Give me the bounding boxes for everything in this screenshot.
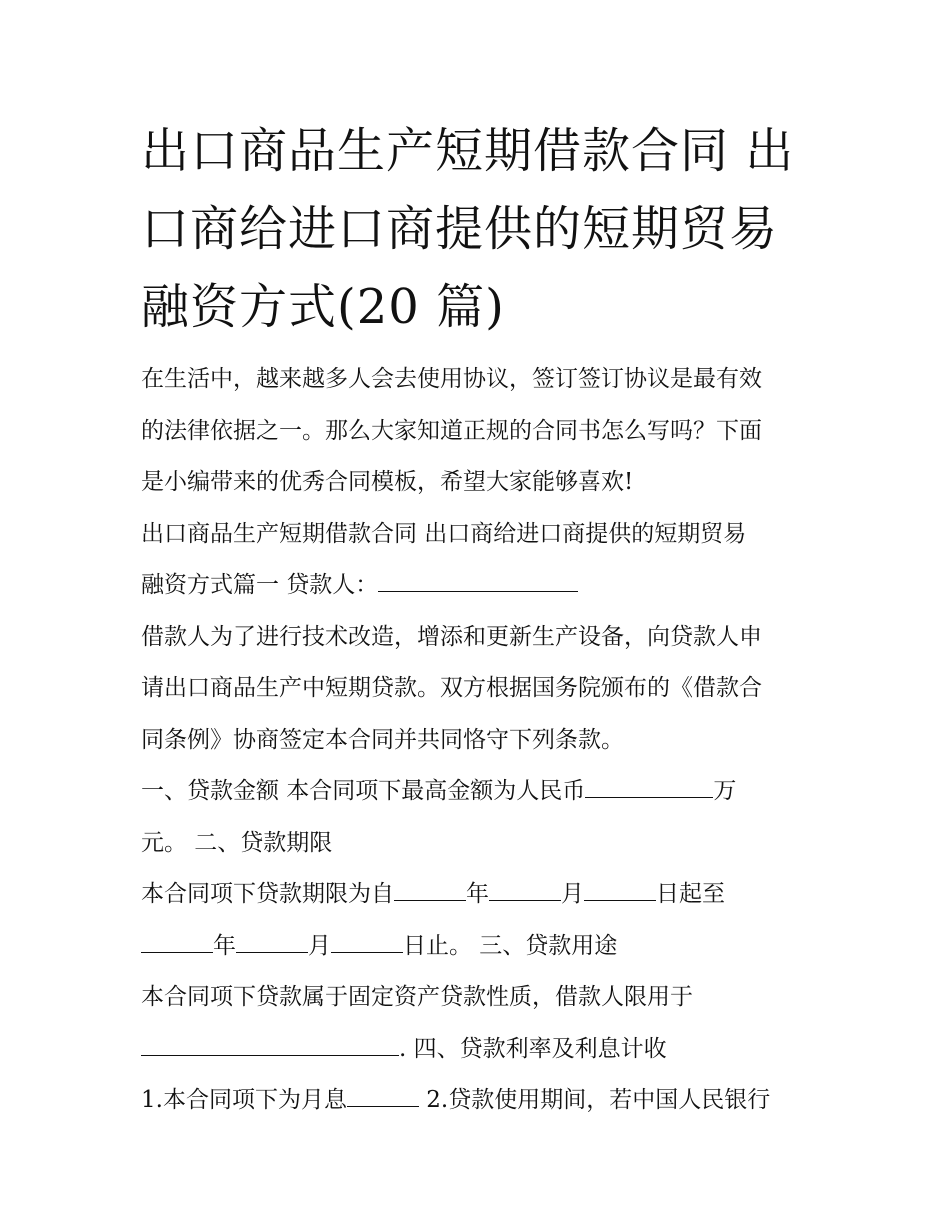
document-title [141, 112, 831, 346]
start-month-blank [489, 878, 561, 901]
purpose-line-1: 本合同项下贷款属于固定资产贷款性质，借款人限用于 [141, 984, 693, 1010]
term-text: 本合同项下贷款期限为自 [141, 881, 394, 907]
monthly-rate-blank [347, 1084, 419, 1107]
term-line-1 [141, 869, 831, 921]
amount-blank [585, 775, 713, 798]
purpose-blank [141, 1033, 399, 1056]
subtitle-line-1: 出口商品生产短期借款合同 出口商给进口商提供的短期贸易 [141, 520, 747, 547]
intro-line-3: 是小编带来的优秀合同模板，希望大家能够喜欢! [141, 469, 634, 495]
interest-text: 1.本合同项下为月息 [141, 1087, 347, 1113]
body-line-1: 借款人为了进行技术改造，增添和更新生产设备，向贷款人申 [141, 623, 762, 650]
start-day-label: 日起至 [656, 881, 725, 907]
lender-line [141, 560, 831, 612]
end-month-label: 月 [308, 932, 331, 959]
body-line-3: 同条例》协商签定本合同并共同恪守下列条款。 [141, 726, 624, 753]
end-year-blank [141, 930, 213, 953]
end-day-blank [331, 930, 403, 953]
interest-line [141, 1075, 831, 1127]
end-month-blank [236, 930, 308, 953]
start-day-blank [584, 878, 656, 901]
clause-1-line [141, 766, 831, 818]
clause-4-heading: . 四、贷款利率及利息计收 [399, 1035, 667, 1062]
clause-1-unit: 万 [713, 778, 737, 804]
intro-line-2: 的法律依据之一。那么大家知道正规的合同书怎么写吗？下面 [141, 417, 762, 444]
title-line-1: 出口商品生产短期借款合同 出 [141, 123, 795, 179]
intro-line-1: 在生活中，越来越多人会去使用协议，签订签订协议是最有效 [141, 366, 762, 392]
start-month-label: 月 [561, 881, 584, 907]
lender-blank [378, 569, 578, 592]
end-day-label: 日止。 三、贷款用途 [403, 932, 618, 959]
document-page [141, 112, 831, 1127]
title-line-3: 融资方式(20 篇) [141, 279, 505, 335]
start-year-label: 年 [466, 881, 489, 907]
interest-text-2: 2.贷款使用期间，若中国人民银行 [418, 1087, 771, 1113]
clause-1-text: 一、贷款金额 本合同项下最高金额为人民币 [141, 778, 586, 804]
body-line-2: 请出口商品生产中短期贷款。双方根据国务院颁布的《借款合 [141, 675, 762, 701]
lender-label: 融资方式篇一 贷款人： [141, 572, 379, 598]
start-year-blank [394, 878, 466, 901]
term-line-2 [141, 921, 831, 973]
title-line-2: 口商给进口商提供的短期贸易 [141, 201, 779, 257]
end-year-label: 年 [213, 932, 236, 959]
clause-2-heading: 元。 二、贷款期限 [141, 829, 333, 856]
purpose-line-2 [141, 1024, 831, 1076]
